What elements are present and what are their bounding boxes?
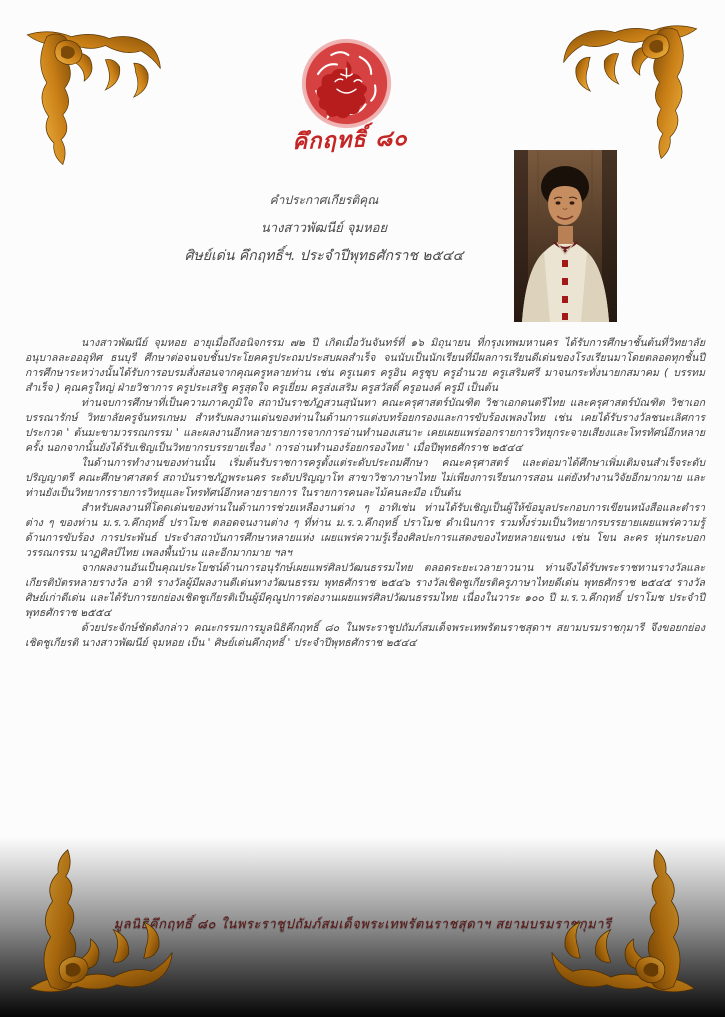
citation-paragraph: ด้วยประจักษ์ชัดดังกล่าว คณะกรรมการมูลนิธิคึกฤทธิ์ ๘๐ ในพระราชูปถัมภ์สมเด็จพระเทพรัตนราชสุดาฯ สยามบรมราชกุมารี จึงขอยกย่องเชิดชูเกียรติ นางสาวพัฒนีย์ จุมหอย เป็น ' ศิษย์เด่นคึกฤทธิ์ ' ประจำปีพุทธศักราช ๒๕๔๔ (25, 622, 705, 649)
document-title: คำประกาศเกียรติคุณ (269, 193, 379, 207)
red-carved-seal-icon (299, 36, 394, 131)
citation-body (25, 336, 705, 651)
foundation-name: มูลนิธิคึกฤทธิ์ ๘๐ ในพระราชูปถัมภ์สมเด็จพระเทพรัตนราชสุดาฯ สยามบรมราชกุมารี (113, 917, 612, 932)
honoree-name: นางสาวพัฒนีย์ จุมหอย (260, 221, 388, 236)
award-title-year: ศิษย์เด่น คึกฤทธิ์ฯ. ประจำปีพุทธศักราช ๒๕๔๔ (184, 248, 464, 264)
thai-kranok-corner-icon (24, 846, 176, 998)
title-block (0, 191, 648, 267)
citation-paragraph: ท่านจบการศึกษาที่เป็นความภาคภูมิใจ สถาบันราชภัฏสวนสุนันทา คณะครุศาสตร์บัณฑิต วิชาเอกดนตรีไทย และครุศาสตร์บัณฑิต วิชาเอกบรรณารักษ์ วิทยาลัยครูจันทรเกษม สำหรับผลงานเด่นของท่านในด้านการแต่งบทร้อยกรองและการขับร้องเพลงไทย เช่น เคยได้รับรางวัลชนะเลิศการประกวด ' ต้นมะขามวรรณกรรม ' และผลงานอีกหลายรายการจากการอ่านทำนองเสนาะ เคยเผยแพร่ออกรายการวิทยุกระจายเสียงและโทรทัศน์อีกหลายครั้ง นอกจากนั้นยังได้รับเชิญเป็นวิทยากรบรรยายเรื่อง ' การอ่านทำนองร้อยกรองไทย ' เมื่อปีพุทธศักราช ๒๕๔๔ (25, 397, 705, 454)
thai-kranok-corner-icon (560, 20, 702, 162)
citation-paragraph: จากผลงานอันเป็นคุณประโยชน์ด้านการอนุรักษ์เผยแพร่ศิลปวัฒนธรรมไทย ตลอดระยะเวลายาวนาน ท่านจึงได้รับพระราชทานรางวัลและเกียรติบัตรหลายรางวัล อาทิ รางวัลผู้มีผลงานดีเด่นทางวัฒนธรรม พุทธศักราช ๒๕๔๖ รางวัลเชิดชูเกียรติครูภาษาไทยดีเด่น พุทธศักราช ๒๕๔๕ รางวัลศิษย์เก่าดีเด่น และได้รับการยกย่องเชิดชูเกียรติเป็นผู้มีคุณูปการต่องานเผยแพร่ศิลปวัฒนธรรมไทย เนื่องในวาระ ๑๐๐ ปี ม.ร.ว.คึกฤทธิ์ ปราโมช ประจำปีพุทธศักราช ๒๕๕๔ (25, 562, 705, 619)
citation-paragraph: สำหรับผลงานที่โดดเด่นของท่านในด้านการช่วยเหลืองานต่าง ๆ อาทิเช่น ท่านได้รับเชิญเป็นผู้ให้ข้อมูลประกอบการเขียนหนังสือและตำราต่าง ๆ ของท่าน ม.ร.ว.คึกฤทธิ์ ปราโมช ตลอดจนงานต่าง ๆ ที่ท่าน ม.ร.ว.คึกฤทธิ์ ปราโมช ดำเนินการ รวมทั้งร่วมเป็นวิทยากรบรรยายเผยแพร่ความรู้ด้านการขับร้อง การประพันธ์ ประจำสถาบันการศึกษาหลายแห่ง เผยแพร่ความรู้เรื่องศิลปะการแสดงของไทยหลายแขนง เช่น โขน ละคร หุ่นกระบอก วรรณกรรม นาฏศิลป์ไทย เพลงพื้นบ้าน และอีกมากมาย ฯลฯ (25, 502, 705, 559)
seal-signature: คึกฤทธิ์ ๘๐ (291, 124, 409, 156)
citation-paragraph: นางสาวพัฒนีย์ จุมหอย อายุเมื่อถึงอนิจกรรม ๗๒ ปี เกิดเมื่อวันจันทร์ที่ ๑๖ มิถุนายน ที่กรุงเทพมหานคร ได้รับการศึกษาชั้นต้นที่วิทยาลัยอนุบาลละอออุทิศ ธนบุรี ศึกษาต่อจนจบชั้นประโยคครูประถมประสบผลสำเร็จ จนนับเป็นนักเรียนที่มีผลการเรียนดีเด่นของโรงเรียนมาโดยตลอดทุกชั้นปี การศึกษาระหว่างนั้นได้รับการอบรมสั่งสอนจากคุณครูหลายท่าน เช่น ครูเนตร ครูอิน ครูชุบ ครูอำนวย ครูเสริมศรี มาจนกระทั่งนายกสมาคม ( บรรทม สำเร็จ ) คุณครูใหญ่ ฝ่ายวิชาการ ครูประเสริฐ ครูสุดใจ ครูเยี่ยม ครูส่งเสริม ครูสวัสดิ์ ครูอนงค์ ครูมี เป็นต้น (25, 337, 705, 394)
thai-kranok-corner-icon (548, 846, 700, 998)
citation-paragraph: ในด้านการทำงานของท่านนั้น เริ่มต้นรับราชการครูตั้งแต่ระดับประถมศึกษา คณะครุศาสตร์ และต่อมาได้ศึกษาเพิ่มเติมจนสำเร็จระดับปริญญาตรี คณะศึกษาศาสตร์ สถาบันราชภัฏพระนคร ระดับปริญญาโท สาขาวิชาภาษาไทย ไม่เพียงการเรียนการสอน แต่ยังทำงานวิจัยอีกมากมาย และท่านยังเป็นวิทยากรรายการวิทยุและโทรทัศน์อีกหลายรายการ ในรายการคนละไม้คนละมือ เป็นต้น (25, 457, 705, 499)
thai-kranok-corner-icon (22, 26, 164, 168)
